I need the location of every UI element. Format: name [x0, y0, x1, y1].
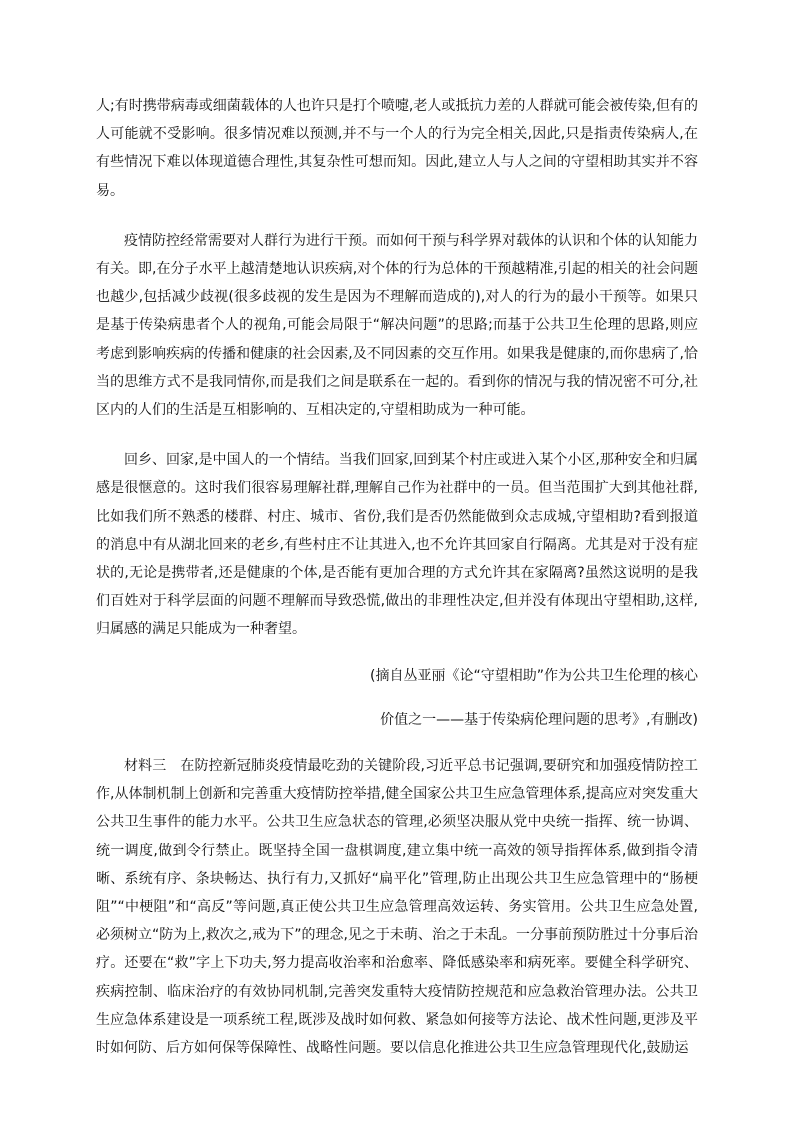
source-citation-line-2: 价值之一——基于传染病伦理问题的思考》,有删改) — [380, 711, 698, 728]
material-three-text: 在防控新冠肺炎疫情最吃劲的关键阶段,习近平总书记强调,要研究和加强疫情防控工作,从体制机制上创新和完善重大疫情防控举措,健全国家公共卫生应急管理体系,提高应对突发重大公共卫生事件的能力水平。公共卫生应急状态的管理,必须坚决服从党中央统一指挥、统一协调、统一调度,做到令行禁止。既坚持全国一盘棋调度,建立集中统一高效的领导指挥体系,做到指令清晰、系统有序、条块畅达、执行有力,又抓好“扁平化”管理,防止出现公共卫生应急管理中的“肠梗阻”“中梗阻”和“高反”等问题,真正使公共卫生应急管理高效运转、务实管用。公共卫生应急处置,必须树立“防为上,救次之,戒为下”的理念,见之于未萌、治之于未乱。一分事前预防胜过十分事后治疗。还要在“救”字上下功夫,努力提高收治率和治愈率、降低感染率和病死率。要健全科学研究、疾病控制、临床治疗的有效协同机制,完善突发重特大疫情防控规范和应急救治管理办法。公共卫生应急体系建设是一项系统工程,既涉及战时如何救、紧急如何接等方法论、战术性问题,更涉及平时如何防、后方如何保等保障性、战略性问题。要以信息化推进公共卫生应急管理现代化,鼓励运 — [96, 758, 699, 1057]
material-label: 材料三 — [124, 758, 167, 775]
source-citation-line-1: (摘自丛亚丽《论“守望相助”作为公共卫生伦理的核心 — [370, 667, 698, 684]
paragraph-continuation: 人;有时携带病毒或细菌载体的人也许只是打个喷嚏,老人或抵抗力差的人群就可能会被传染,但有的人可能就不受影响。很多情况难以预测,并不与一个人的行为完全相关,因此,只是指责传染病人,在有些情况下难以体现道德合理性,其复杂性可想而知。因此,建立人与人之间的守望相助其实并不容易。 — [96, 98, 698, 199]
paragraph-material-three — [96, 752, 698, 1062]
document-page — [96, 92, 698, 1084]
paragraph-intervention: 疫情防控经常需要对人群行为进行干预。而如何干预与科学界对载体的认识和个体的认知能力有关。即,在分子水平上越清楚地认识疾病,对个体的行为总体的干预越精准,引起的相关的社会问题也越少,包括减少歧视(很多歧视的发生是因为不理解而造成的),对人的行为的最小干预等。如果只是基于传染病患者个人的视角,可能会局限于“解决问题”的思路;而基于公共卫生伦理的思路,则应考虑到影响疾病的传播和健康的社会因素,及不同因素的交互作用。如果我是健康的,而你患病了,恰当的思维方式不是我同情你,而是我们之间是联系在一起的。看到你的情况与我的情况密不可分,社区内的人们的生活是互相影响的、互相决定的,守望相助成为一种可能。 — [96, 232, 698, 419]
paragraph-homecoming: 回乡、回家,是中国人的一个情结。当我们回家,回到某个村庄或进入某个小区,那种安全和归属感是很惬意的。这时我们很容易理解社群,理解自己作为社群中的一员。但当范围扩大到其他社群,比如我们所不熟悉的楼群、村庄、城市、省份,我们是否仍然能做到众志成城,守望相助?看到报道的消息中有从湖北回来的老乡,有些村庄不让其进入,也不允许其回家自行隔离。尤其是对于没有症状的,无论是携带者,还是健康的个体,是否能有更加合理的方式允许其在家隔离?虽然这说明的是我们百姓对于科学层面的问题不理解而导致恐慌,做出的非理性决定,但并没有体现出守望相助,这样,归属感的满足只能成为一种奢望。 — [96, 452, 698, 638]
